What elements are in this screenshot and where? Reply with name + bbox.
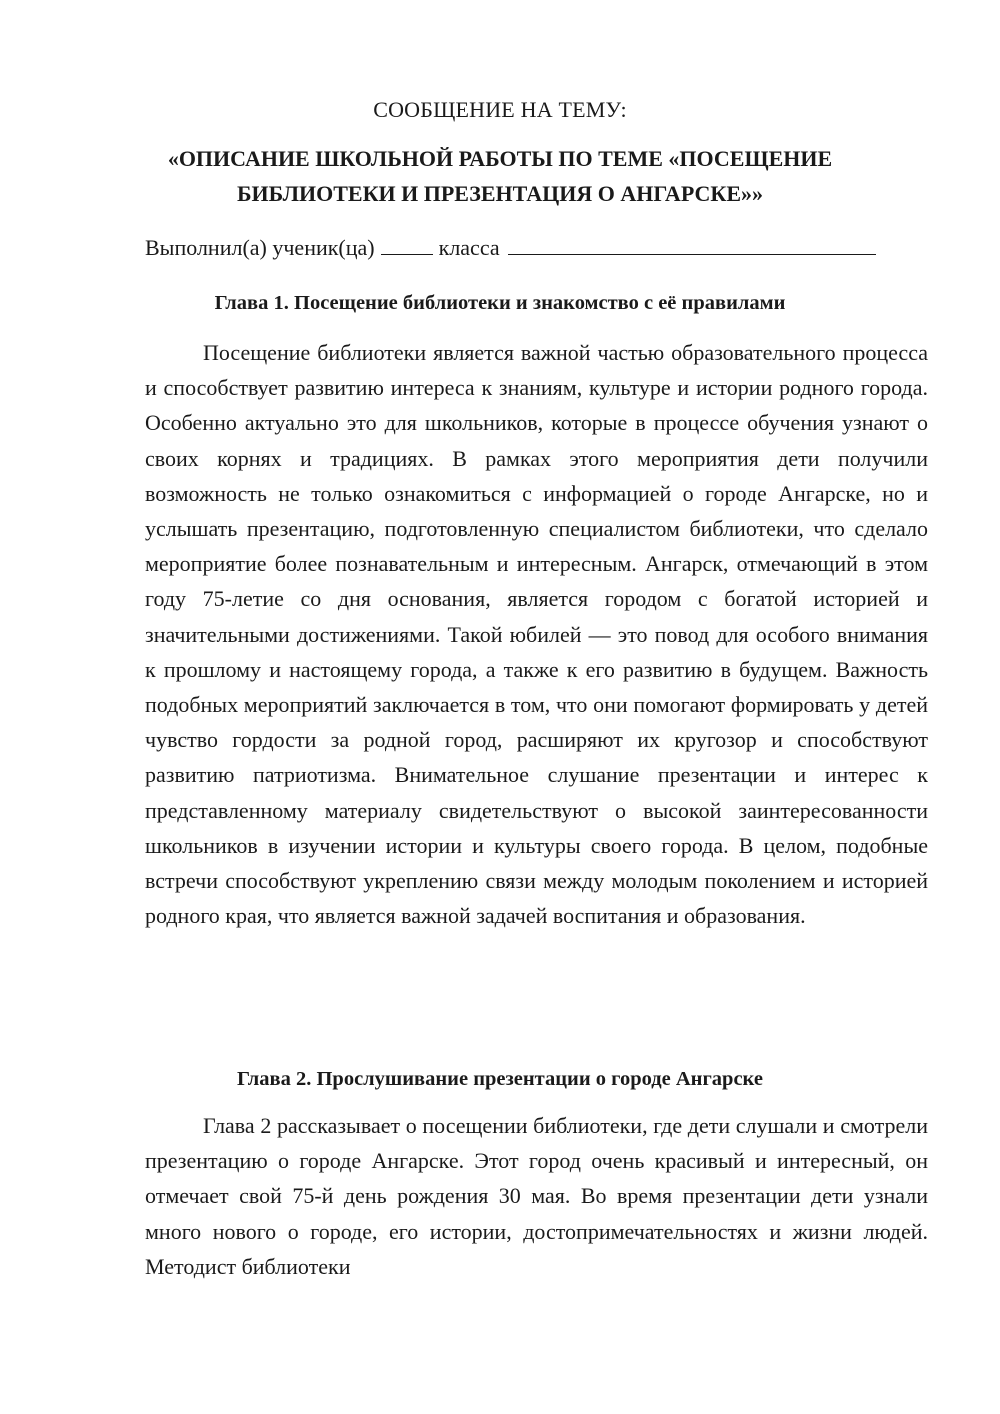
- chapter-1-paragraph: Посещение библиотеки является важной частью образовательного процесса и способствует развитию интереса к знаниям, культуре и истории родного города. Особенно актуально это для школьников, которые в процессе обучения узнают о своих корнях и традициях. В рамках этого мероприятия дети получили возможность не только ознакомиться с информацией о городе Ангарске, но и услышать презентацию, подготовленную специалистом библиотеки, что сделало мероприятие более познавательным и интересным. Ангарск, отмечающий в этом году 75-летие со дня основания, является городом с богатой историей и значительными достижениями. Такой юбилей — это повод для особого внимания к прошлому и настоящему города, а также к его развитию в будущем. Важность подобных мероприятий заключается в том, что они помогают формировать у детей чувство гордости за родной город, расширяют их кругозор и способствуют развитию патриотизма. Внимательное слушание презентации и интерес к представленному материалу свидетельствуют о высокой заинтересованности школьников в изучении истории и культуры своего города. В целом, подобные встречи способствуют укреплению связи между молодым поколением и историей родного края, что является важной задачей воспитания и образования.: [145, 340, 928, 929]
- grade-blank-field: [381, 232, 433, 255]
- chapter-2-body: [145, 1108, 928, 1284]
- document-title-line-1: «ОПИСАНИЕ ШКОЛЬНОЙ РАБОТЫ ПО ТЕМЕ «ПОСЕЩЕНИЕ: [167, 146, 833, 171]
- chapter-1-body: [145, 335, 928, 933]
- name-blank-field: [508, 232, 876, 255]
- chapter-2-paragraph: Глава 2 рассказывает о посещении библиотеки, где дети слушали и смотрели презентацию о городе Ангарске. Этот город очень красивый и интересный, он отмечает свой 75-й день рождения 30 мая. Во время презентации дети узнали много нового о городе, его истории, достопримечательностях и жизни людей. Методист библиотеки: [145, 1113, 928, 1279]
- document-title: [100, 141, 900, 211]
- author-prefix: Выполнил(а) ученик(ца): [145, 235, 375, 260]
- document-title-line-2: БИБЛИОТЕКИ И ПРЕЗЕНТАЦИЯ О АНГАРСКЕ»»: [236, 181, 764, 206]
- author-line: [145, 232, 876, 262]
- document-header-label: СООБЩЕНИЕ НА ТЕМУ:: [373, 97, 627, 122]
- class-label: класса: [438, 235, 500, 260]
- chapter-2-heading: Глава 2. Прослушивание презентации о городе Ангарске: [237, 1068, 763, 1090]
- chapter-1-heading: Глава 1. Посещение библиотеки и знакомство с её правилами: [214, 292, 786, 314]
